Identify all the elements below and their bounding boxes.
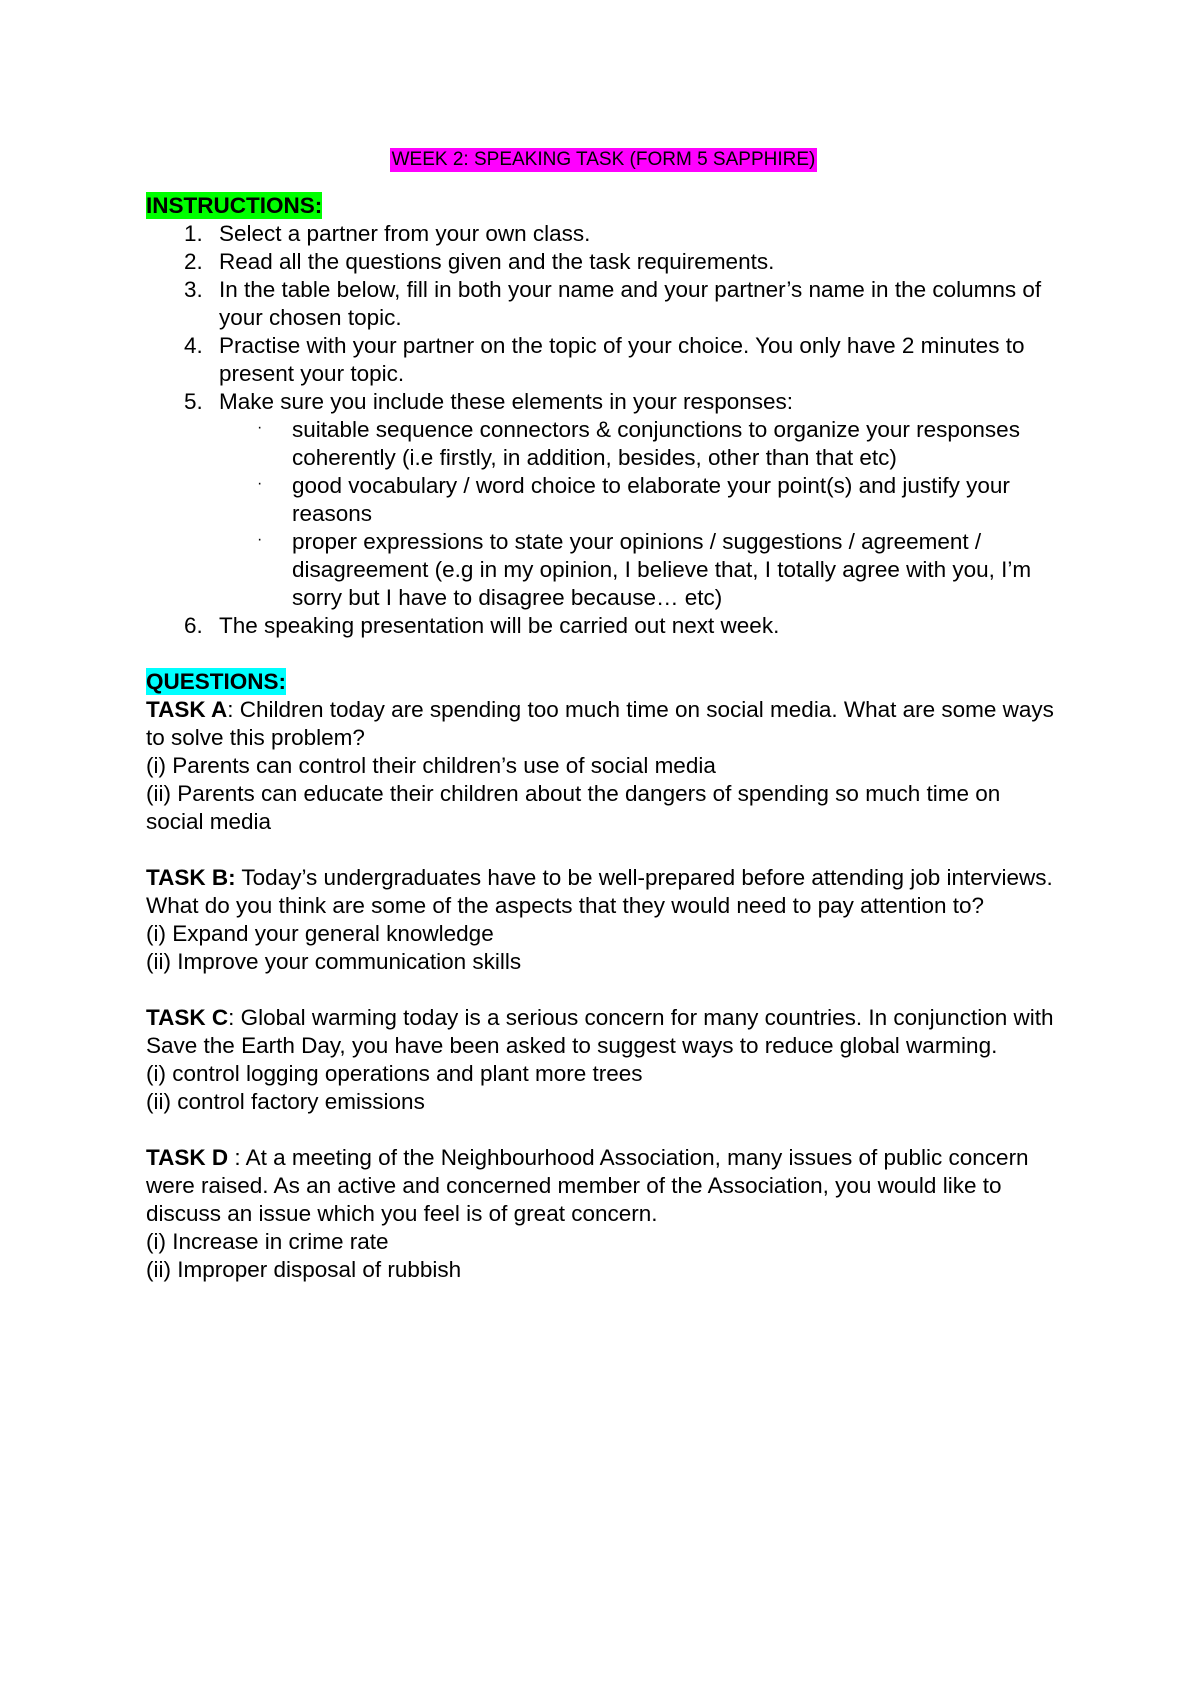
instruction-text: Make sure you include these elements in your responses: — [219, 389, 794, 414]
bullet-dot-icon: · — [257, 531, 263, 548]
sublist-text: proper expressions to state your opinions / suggestions / agreement / disagreement (e.g in my opinion, I believe that, I totally agree with you, I’m sorry but I have to disagree because… etc) — [292, 529, 1032, 610]
task-label: TASK A — [146, 697, 228, 722]
instruction-number: 2. — [184, 249, 203, 274]
instruction-item — [146, 612, 1061, 640]
task-prompt — [146, 1004, 1061, 1060]
questions-heading: QUESTIONS: — [146, 669, 287, 694]
task-prompt — [146, 864, 1061, 920]
instruction-text: Practise with your partner on the topic of your choice. You only have 2 minutes to present your topic. — [219, 333, 1025, 386]
instruction-number: 4. — [184, 333, 203, 358]
spacer — [146, 640, 1061, 668]
instructions-heading-row — [146, 192, 1061, 220]
instruction-number: 3. — [184, 277, 203, 302]
task-point: (ii) Parents can educate their children about the dangers of spending so much time on social media — [146, 781, 1001, 834]
instruction-number: 1. — [184, 221, 203, 246]
instructions-heading: INSTRUCTIONS: — [146, 193, 323, 218]
instruction-item — [146, 332, 1061, 388]
task-point: (ii) Improper disposal of rubbish — [146, 1257, 462, 1282]
task-point: (ii) control factory emissions — [146, 1089, 425, 1114]
task-prompt-text: Today’s undergraduates have to be well-prepared before attending job interviews. What do you think are some of the aspects that they would need to pay attention to? — [146, 865, 1053, 918]
instruction-item — [146, 388, 1061, 612]
spacer — [146, 976, 1061, 1004]
sublist-text: suitable sequence connectors & conjunctions to organize your responses coherently (i.e firstly, in addition, besides, other than that etc) — [292, 417, 1020, 470]
instructions-list — [146, 220, 1061, 640]
task-prompt-text: : At a meeting of the Neighbourhood Association, many issues of public concern were raised. As an active and concerned member of the Association, you would like to discuss an issue which you feel is of great concern. — [146, 1145, 1029, 1226]
task-point: (i) Expand your general knowledge — [146, 921, 494, 946]
task-d — [146, 1144, 1061, 1284]
instruction-text: Select a partner from your own class. — [219, 221, 591, 246]
instruction-item — [146, 248, 1061, 276]
document-content — [146, 144, 1061, 1284]
bullet-dot-icon: · — [257, 475, 263, 492]
bullet-dot-icon: · — [257, 419, 263, 436]
task-prompt — [146, 1144, 1061, 1228]
instruction-number: 6. — [184, 613, 203, 638]
task-a — [146, 696, 1061, 836]
instruction-text: In the table below, fill in both your name and your partner’s name in the columns of your chosen topic. — [219, 277, 1042, 330]
instruction-text: The speaking presentation will be carried out next week. — [219, 613, 780, 638]
task-prompt-text: : Children today are spending too much time on social media. What are some ways to solve this problem? — [146, 697, 1054, 750]
task-prompt-text: : Global warming today is a serious concern for many countries. In conjunction with Save the Earth Day, you have been asked to suggest ways to reduce global warming. — [146, 1005, 1054, 1058]
sublist-item — [219, 472, 1061, 528]
instruction-number: 5. — [184, 389, 203, 414]
elements-sublist — [219, 416, 1061, 612]
document-title: WEEK 2: SPEAKING TASK (FORM 5 SAPPHIRE) — [391, 149, 816, 170]
task-point: (i) control logging operations and plant more trees — [146, 1061, 643, 1086]
sublist-text: good vocabulary / word choice to elaborate your point(s) and justify your reasons — [292, 473, 1010, 526]
task-c — [146, 1004, 1061, 1116]
instruction-item — [146, 276, 1061, 332]
task-point: (i) Increase in crime rate — [146, 1229, 389, 1254]
instruction-text: Read all the questions given and the task requirements. — [219, 249, 775, 274]
questions-heading-row — [146, 668, 1061, 696]
task-b — [146, 864, 1061, 976]
task-label: TASK C — [146, 1005, 229, 1030]
task-point: (ii) Improve your communication skills — [146, 949, 522, 974]
task-label: TASK D — [146, 1145, 229, 1170]
sublist-item — [219, 528, 1061, 612]
task-label: TASK B: — [146, 865, 236, 890]
task-point: (i) Parents can control their children’s use of social media — [146, 753, 716, 778]
instruction-item — [146, 220, 1061, 248]
spacer — [146, 1116, 1061, 1144]
task-prompt — [146, 696, 1061, 752]
sublist-item — [219, 416, 1061, 472]
spacer — [146, 836, 1061, 864]
title-row — [146, 144, 1061, 172]
